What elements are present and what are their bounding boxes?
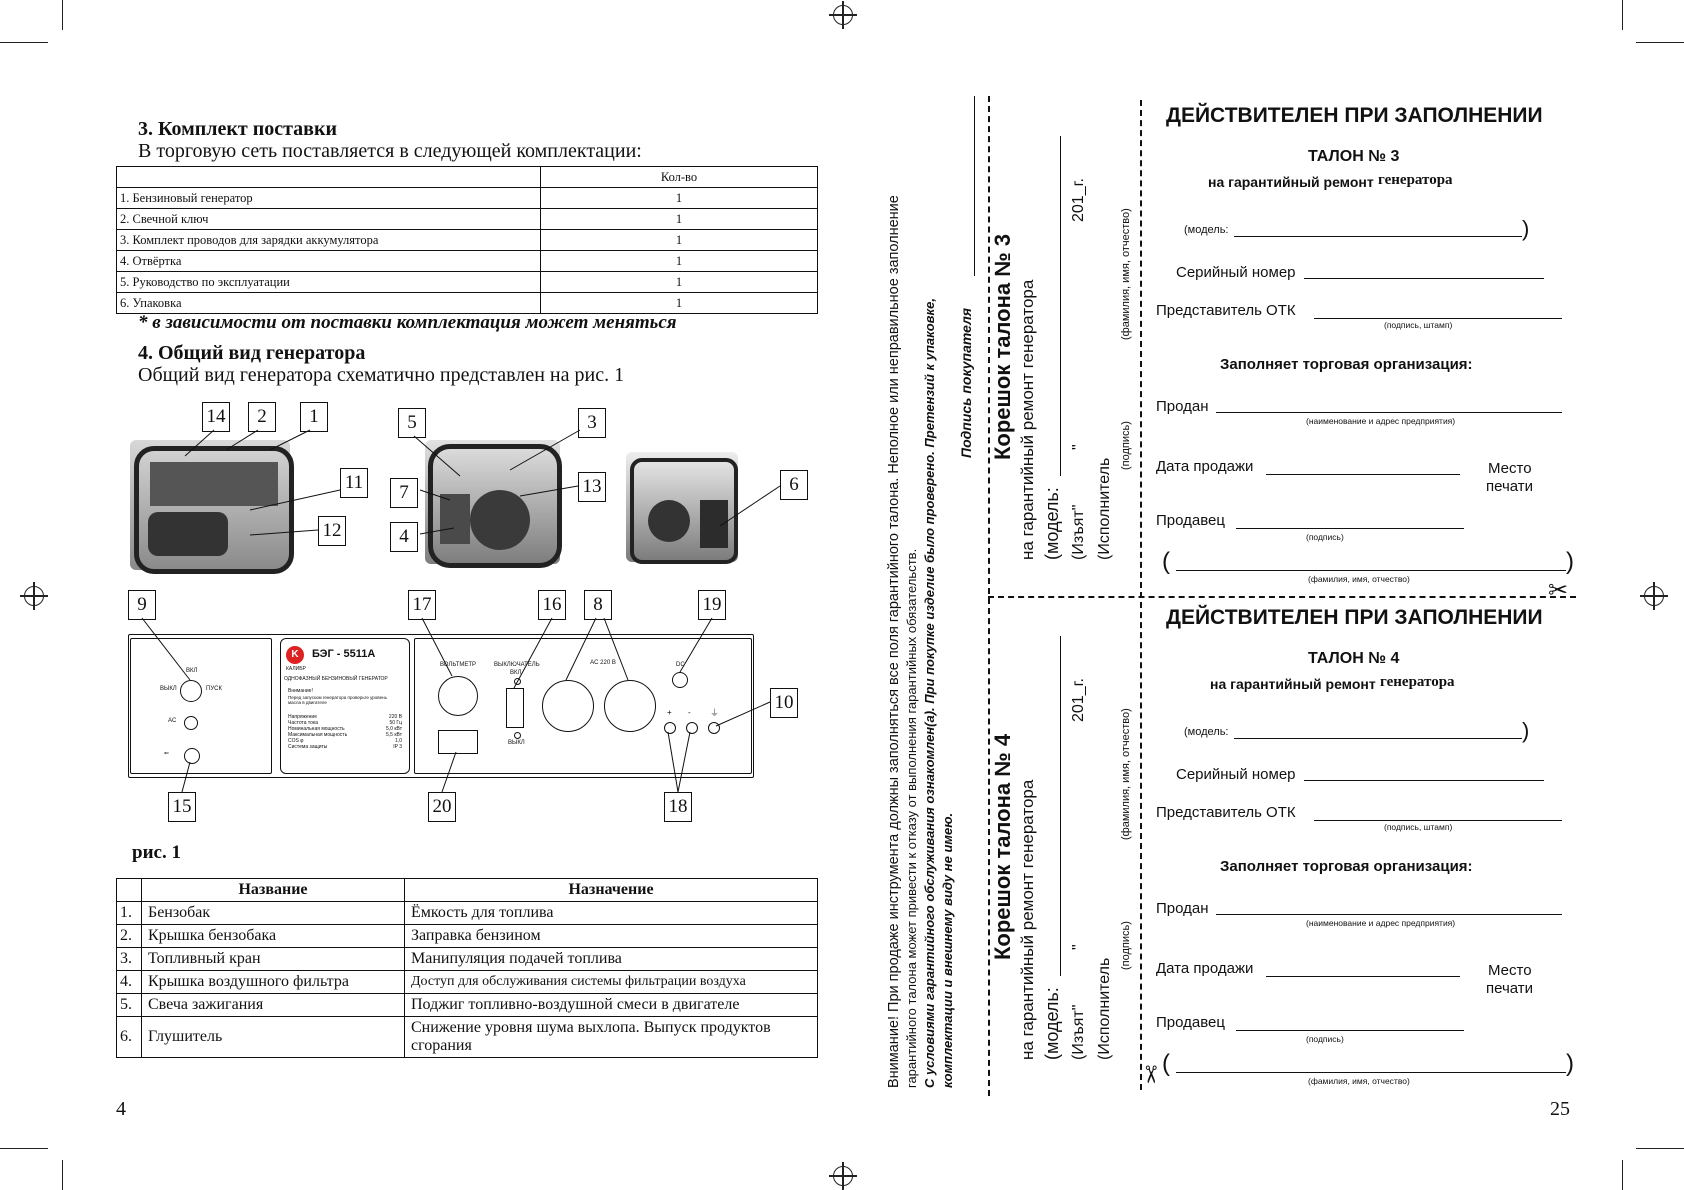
otk-sub: (подпись, штамп) (1384, 822, 1453, 832)
column-header: Назначение (405, 879, 818, 902)
column-header: Название (142, 879, 405, 902)
start-label: ПУСК (206, 686, 222, 692)
table-row: 5. Руководство по эксплуатации 1 (117, 272, 818, 293)
registration-mark-icon (833, 1166, 853, 1186)
otk-line (1314, 820, 1562, 821)
breaker-off-label: ВЫКЛ (508, 740, 525, 746)
panel-subtitle: ОДНОФАЗНЫЙ БЕНЗИНОВЫЙ ГЕНЕРАТОР (284, 676, 388, 682)
switch-off-label: ВЫКЛ (160, 686, 177, 692)
coupon-date: Дата продажи (1156, 960, 1254, 977)
page-number: 4 (116, 1098, 126, 1120)
coupon-otk: Представитель ОТК (1156, 804, 1296, 821)
fio-line (1176, 1072, 1566, 1073)
stub-sign-label: (подпись) (1120, 921, 1132, 970)
model-line (1234, 236, 1522, 237)
sold-sub: (наименование и адрес предприятия) (1306, 416, 1456, 426)
callout-label: 3 (578, 408, 606, 438)
stub-model: (модель: (1042, 987, 1062, 1060)
section3-title: 3. Комплект поставки (138, 118, 338, 140)
table-row: 4. Крышка воздушного фильтра Доступ для обслуживания системы фильтрации воздуха (117, 971, 818, 994)
callout-label: 20 (428, 792, 456, 822)
table-row: 1. Бензобак Ёмкость для топлива (117, 902, 818, 925)
trade-label: Заполняет торговая организация: (1220, 356, 1473, 373)
otk-sub: (подпись, штамп) (1384, 320, 1453, 330)
table-row: 3. Топливный кран Манипуляция подачей топлива (117, 948, 818, 971)
callout-label: 19 (698, 590, 726, 620)
callout-label: 7 (390, 478, 418, 508)
stub-title: Корешок талона № 4 (990, 733, 1015, 960)
coupon-serial: Серийный номер (1176, 766, 1296, 783)
coupon-product: генератора (1380, 674, 1455, 690)
ac-socket-label: AC 220 В (590, 660, 616, 666)
callout-leader-lines (0, 0, 900, 900)
stub-title: Корешок талона № 3 (990, 233, 1015, 460)
stub-sign-label: (подпись) (1120, 421, 1132, 470)
table-row: 5. Свеча зажигания Поджиг топливно-воздушной смеси в двигателе (117, 994, 818, 1017)
coupon-valid-title: ДЕЙСТВИТЕЛЕН ПРИ ЗАПОЛНЕНИИ (1166, 606, 1543, 629)
coupon-model: (модель: (1184, 224, 1229, 236)
figure-caption: рис. 1 (132, 842, 181, 863)
coupon-otk: Представитель ОТК (1156, 302, 1296, 319)
warning-text: Внимание! При продаже инструмента должны заполняться все поля гарантийного талона. Неполное или неправильное заполнение (886, 195, 902, 1088)
callout-label: 12 (318, 516, 346, 546)
warning-text: С условиями гарантийного обслуживания ознакомлен(а). При покупке изделие было проверено. Претензий к упаковке, (922, 298, 937, 1088)
stub-taken: (Изъят" (1070, 1004, 1087, 1060)
coupon-number: ТАЛОН № 3 (1308, 148, 1400, 165)
stub-model-line (1060, 636, 1061, 976)
table-row: 2. Крышка бензобака Заправка бензином (117, 925, 818, 948)
panel-warning-text: Перед запуском генератора проверьте уровень масла в двигателе (288, 695, 387, 705)
coupon-model: (модель: (1184, 726, 1229, 738)
stub-fio-label: (фамилия, имя, отчество) (1120, 708, 1132, 840)
stub-executor: (Исполнитель (1096, 957, 1113, 1060)
scissors-icon: ✂ (1136, 1064, 1164, 1085)
dc-minus-label: - (688, 708, 691, 717)
callout-label: 2 (248, 402, 276, 432)
fio-sub: (фамилия, имя, отчество) (1308, 1076, 1410, 1086)
brand-logo-icon: K (286, 646, 304, 664)
stamp-label: печати (1486, 980, 1534, 997)
coupon-repair: на гарантийный ремонт (1208, 174, 1374, 190)
callout-label: 8 (584, 590, 612, 620)
table-row: 6. Упаковка 1 (117, 293, 818, 314)
crop-mark (1636, 42, 1684, 43)
coupon-seller: Продавец (1156, 512, 1225, 529)
voltmeter-label: ВОЛЬТМЕТР (440, 662, 477, 668)
page-number: 25 (1550, 1098, 1570, 1120)
coupon-seller: Продавец (1156, 1014, 1225, 1031)
seller-line (1236, 1030, 1464, 1031)
kit-note: * в зависимости от поставки комплектация может меняться (138, 312, 677, 333)
table-row: 1. Бензиновый генератор 1 (117, 188, 818, 209)
breaker-label: ВЫКЛЮЧАТЕЛЬ (494, 662, 540, 668)
date-line (1266, 976, 1460, 977)
panel-model: БЭГ - 5511А (312, 648, 376, 660)
table-row: 6. Глушитель Снижение уровня шума выхлопа. Выпуск продуктов сгорания (117, 1017, 818, 1058)
crop-mark (62, 1160, 63, 1190)
callout-label: 4 (390, 522, 418, 552)
section4-title: 4. Общий вид генератора (138, 342, 366, 364)
callout-label: 6 (780, 470, 808, 500)
seller-line (1236, 528, 1464, 529)
table-row: 4. Отвёртка 1 (117, 251, 818, 272)
panel-warning: Внимание! (288, 688, 313, 694)
stub-taken: (Изъят" (1070, 504, 1087, 560)
date-line (1266, 474, 1460, 475)
callout-label: 17 (408, 590, 436, 620)
crop-mark (1622, 0, 1623, 30)
stamp-label: Место (1488, 962, 1532, 979)
seller-sub: (подпись) (1306, 1034, 1344, 1044)
sold-line (1216, 412, 1562, 413)
registration-mark-icon (1644, 586, 1664, 606)
buyer-signature-line (974, 96, 975, 276)
callout-label: 14 (202, 402, 230, 432)
coupon-serial: Серийный номер (1176, 264, 1296, 281)
fio-line (1176, 570, 1566, 571)
trade-label: Заполняет торговая организация: (1220, 858, 1473, 875)
qty-header: Кол-во (541, 167, 818, 188)
choke-icon: ⇐ (164, 751, 170, 757)
seller-sub: (подпись) (1306, 532, 1344, 542)
warning-text: комплектации и внешнему виду не имею. (940, 812, 955, 1088)
callout-label: 9 (128, 590, 156, 620)
stub-quote: " (1070, 944, 1087, 950)
callout-label: 10 (770, 688, 798, 718)
coupon-date: Дата продажи (1156, 458, 1254, 475)
section4-intro: Общий вид генератора схематично представлен на рис. 1 (138, 364, 625, 386)
buyer-signature-label: Подпись покупателя (958, 307, 974, 458)
crop-mark (1636, 1148, 1684, 1149)
ac-label: AC (168, 718, 177, 724)
coupon-number: ТАЛОН № 4 (1308, 650, 1400, 667)
warning-text: гарантийного талона может привести к отказу от выполнения гарантийных обязательств. (904, 548, 919, 1088)
stub-model: (модель: (1042, 487, 1062, 560)
parts-table (116, 878, 818, 1058)
stamp-label: печати (1486, 478, 1534, 495)
section3-intro: В торговую сеть поставляется в следующей комплектации: (138, 140, 642, 162)
serial-line (1304, 780, 1544, 781)
panel-specs: Напряжение 220 В Частота тока 50 Гц Номинальная мощность 5,0 кВт Максимальная мощность 5,5 кВт COS φ 1,0 Система защиты IP 3 (288, 714, 402, 750)
cut-line (1140, 100, 1142, 1090)
otk-line (1314, 318, 1562, 319)
table-row: 3. Комплект проводов для зарядки аккумулятора 1 (117, 230, 818, 251)
switch-on-label: ВКЛ (186, 668, 198, 674)
stub-year: 201_г. (1070, 178, 1087, 222)
callout-label: 18 (664, 792, 692, 822)
callout-label: 16 (538, 590, 566, 620)
coupon-sold: Продан (1156, 398, 1209, 415)
ground-icon: ⏚ (710, 708, 720, 718)
stub-subtitle: на гарантийный ремонт генератора (1018, 779, 1037, 1060)
coupon-valid-title: ДЕЙСТВИТЕЛЕН ПРИ ЗАПОЛНЕНИИ (1166, 104, 1543, 127)
dc-label: DC (676, 662, 685, 668)
callout-label: 13 (578, 472, 606, 502)
fio-sub: (фамилия, имя, отчество) (1308, 574, 1410, 584)
scissors-icon: ✂ (1548, 577, 1569, 604)
model-line (1234, 738, 1522, 739)
callout-label: 1 (300, 402, 328, 432)
callout-label: 5 (398, 408, 426, 438)
callout-label: 15 (168, 792, 196, 822)
callout-label: 11 (340, 468, 368, 498)
stub-model-line (1060, 136, 1061, 476)
coupon-sold: Продан (1156, 900, 1209, 917)
sold-sub: (наименование и адрес предприятия) (1306, 918, 1456, 928)
table-row: 2. Свечной ключ 1 (117, 209, 818, 230)
cut-line (988, 596, 1576, 598)
stub-year: 201_г. (1070, 678, 1087, 722)
stub-executor: (Исполнитель (1096, 457, 1113, 560)
sold-line (1216, 914, 1562, 915)
stub-quote: " (1070, 444, 1087, 450)
crop-mark (0, 1148, 48, 1149)
coupon-product: генератора (1378, 172, 1453, 188)
crop-mark (1622, 1160, 1623, 1190)
panel-brand: КАЛИБР (286, 666, 306, 672)
stub-fio-label: (фамилия, имя, отчество) (1120, 208, 1132, 340)
stub-subtitle: на гарантийный ремонт генератора (1018, 279, 1037, 560)
coupon-repair: на гарантийный ремонт (1210, 676, 1376, 692)
serial-line (1304, 278, 1544, 279)
dc-plus-label: + (667, 708, 672, 717)
breaker-on-label: ВКЛ (510, 670, 522, 676)
stamp-label: Место (1488, 460, 1532, 477)
